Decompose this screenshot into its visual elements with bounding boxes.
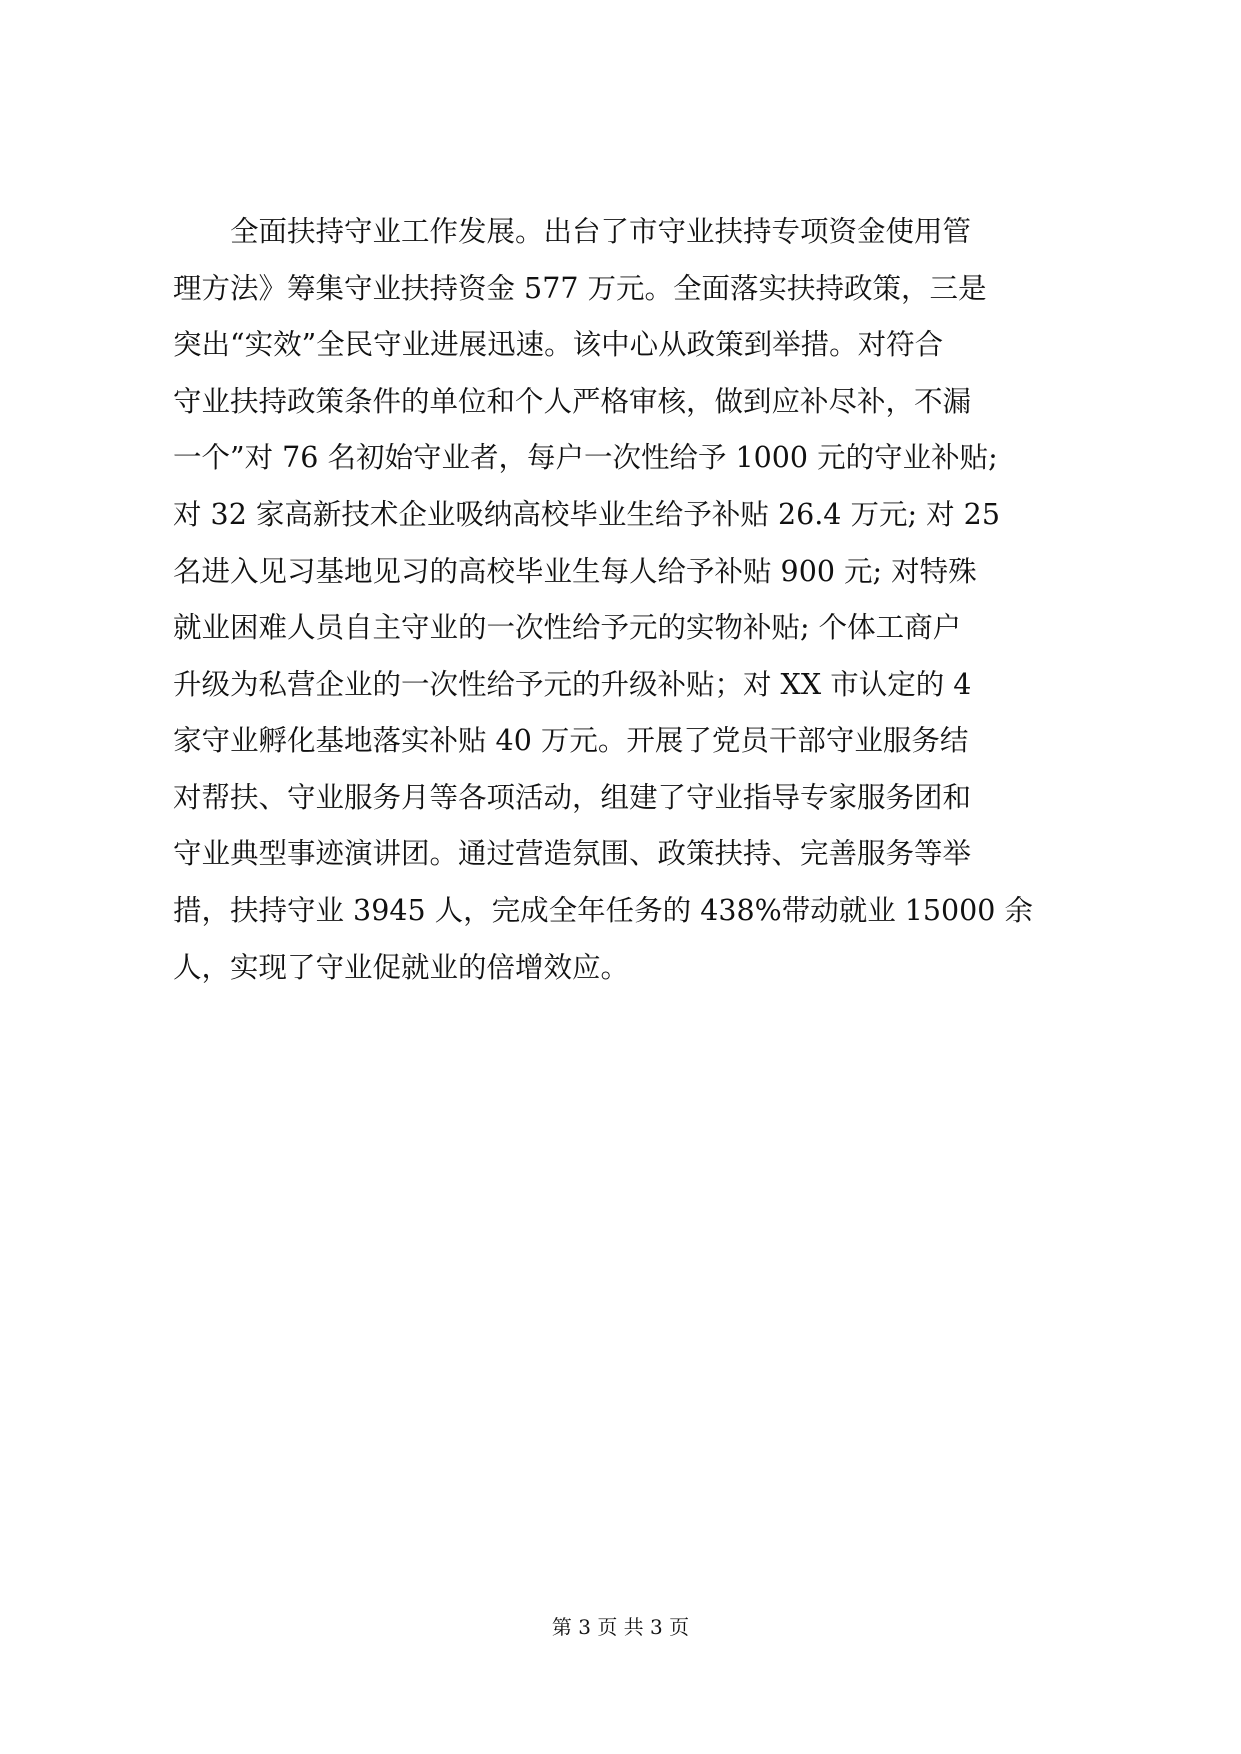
text-line-11: 对帮扶、守业服务月等各项活动，组建了守业指导专家服务团和 — [173, 781, 972, 814]
text-line-10: 家守业孵化基地落实补贴 40 万元。开展了党员干部守业服务结 — [173, 724, 969, 757]
text-line-7: 名进入见习基地见习的高校毕业生每人给予补贴 900 元; 对特殊 — [173, 555, 977, 588]
text-line-12: 守业典型事迹演讲团。通过营造氛围、政策扶持、完善服务等举 — [173, 837, 972, 870]
text-line-1: 全面扶持守业工作发展。出台了市守业扶持专项资金使用管 — [230, 215, 972, 248]
text-line-2: 理方法》筹集守业扶持资金 577 万元。全面落实扶持政策，三是 — [173, 272, 987, 305]
text-line-3: 突出“实效”全民守业进展迅速。该中心从政策到举措。对符合 — [173, 328, 944, 361]
text-line-13: 措，扶持守业 3945 人，完成全年任务的 438%带动就业 15000 余 — [173, 894, 1033, 927]
text-line-5: 一个”对 76 名初始守业者，每户一次性给予 1000 元的守业补贴; — [173, 441, 998, 474]
text-line-6: 对 32 家高新技术企业吸纳高校毕业生给予补贴 26.4 万元; 对 25 — [173, 498, 1000, 531]
page-footer: 第 3 页 共 3 页 — [551, 1615, 690, 1639]
text-line-8: 就业困难人员自主守业的一次性给予元的实物补贴; 个体工商户 — [173, 611, 962, 644]
text-line-9: 升级为私营企业的一次性给予元的升级补贴；对 XX 市认定的 4 — [173, 668, 972, 701]
text-line-4: 守业扶持政策条件的单位和个人严格审核，做到应补尽补，不漏 — [173, 385, 972, 418]
text-line-14: 人，实现了守业促就业的倍增效应。 — [173, 951, 630, 984]
